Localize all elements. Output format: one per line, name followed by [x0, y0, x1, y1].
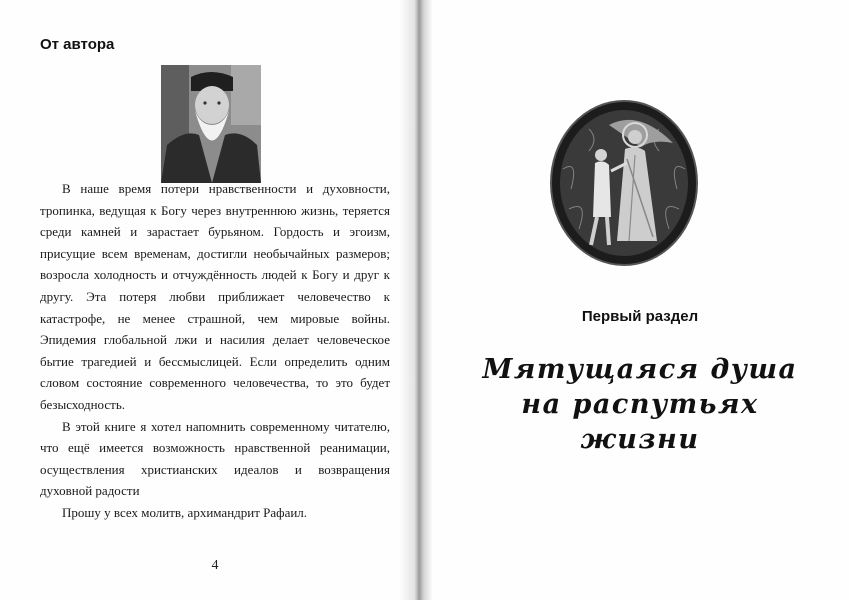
- page-number: 4: [211, 558, 219, 573]
- paragraph: В наше время потери нравственности и духовности, тропинка, ведущая к Богу через внутреннюю жизнь, теряется среди камней и зарастает бурьяном. Гордость и эгоизм, присущие всем временам, достигли необычайных размеров; возросла холодность и отчуждённость людей к Богу и друг к другу. Эта потеря любви приближает человечество к катастрофе, не менее страшной, чем мировые войны. Эпидемия глобальной лжи и насилия делает человеческое бытие трагедией и бессмыслицей. Если определить одним словом состояние современного человечества, то это будет безысходность.: [40, 181, 390, 412]
- angel-medallion-image: [549, 99, 699, 267]
- title-line: на распутьях жизни: [521, 389, 759, 455]
- right-page: [432, 0, 849, 600]
- paragraph: В этой книге я хотел напомнить современному читателю, что ещё имеется возможность нравственной реанимации, осуществления христианских идеалов и возвращения духовной радости: [40, 418, 390, 499]
- section-heading: От автора: [40, 36, 115, 53]
- book-gutter: [400, 0, 432, 600]
- section-label: Первый раздел: [581, 308, 699, 325]
- paragraph: Прошу у всех молитв, архимандрит Рафаил.: [62, 504, 308, 520]
- left-page: [0, 0, 420, 600]
- chapter-title: [470, 352, 810, 457]
- title-line: Мятущаяся душа: [482, 354, 798, 385]
- author-portrait: [161, 65, 261, 183]
- body-text: [40, 178, 390, 524]
